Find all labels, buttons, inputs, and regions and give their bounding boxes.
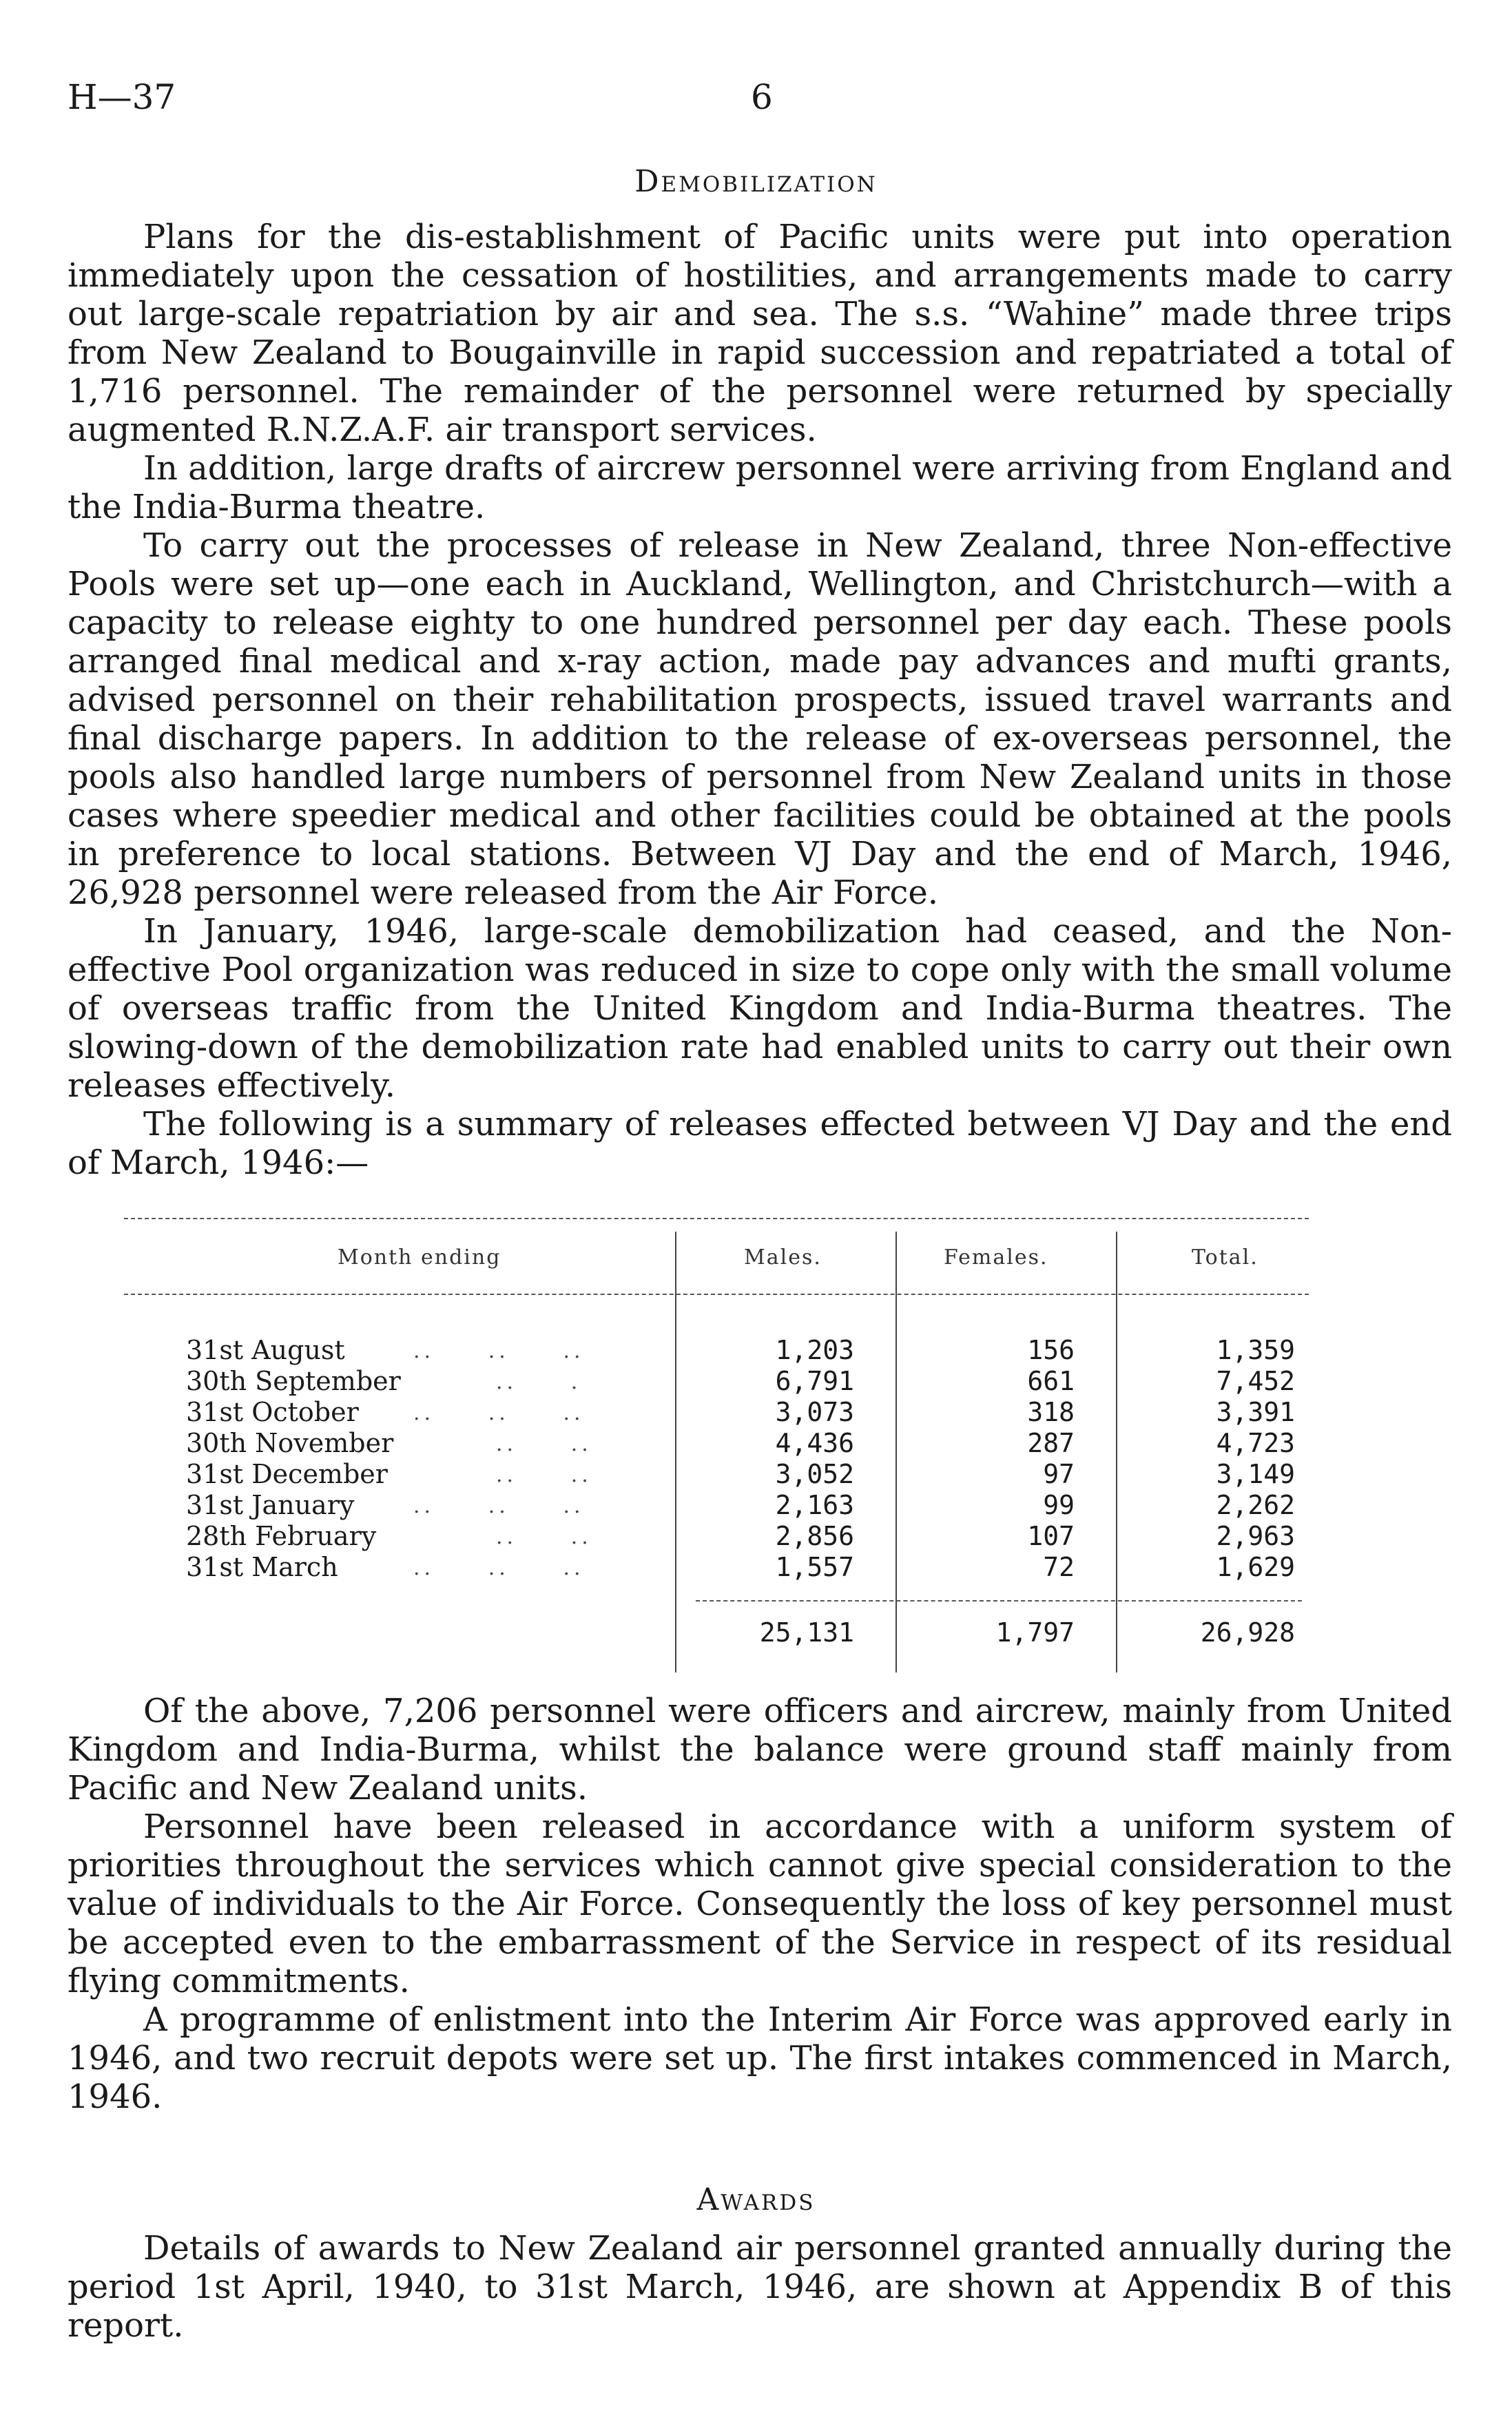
row-month: 31st October: [186, 1397, 359, 1427]
paragraph: Details of awards to New Zealand air personnel granted annually during the period 1st April, 1940, to 31st March, 1946, are shown at Appendix B of this report.: [68, 2229, 1452, 2345]
paragraph: In January, 1946, large-scale demobilization had ceased, and the Non-effective Pool organization was reduced in size to cope only with the small volume of overseas traffic from the United Kingdom and India-Burma theatres. The slowing-down of the demobilization rate had enabled units to carry out their own releases effectively.: [68, 912, 1452, 1105]
table-top-rule: [124, 1218, 1309, 1219]
row-females: 107: [1027, 1521, 1075, 1551]
paragraph: Plans for the dis-establishment of Pacific units were put into operation immediately upon the cessation of hostilities, and arrangements made to carry out large-scale repatriation by air and sea. The s.s. “Wahine” made three trips from New Zealand to Bougainville in rapid succession and repatriated a total of 1,716 personnel. The remainder of the personnel were returned by specially augmented R.N.Z.A.F. air transport services.: [68, 218, 1452, 449]
row-males: 6,791: [775, 1366, 854, 1396]
total-males: 25,131: [759, 1617, 854, 1648]
column-header-females: Females.: [944, 1245, 1048, 1270]
leader-dots: .. ..: [496, 1463, 592, 1487]
row-total: 2,262: [1216, 1490, 1295, 1520]
paragraph: To carry out the processes of release in New Zealand, three Non-effective Pools were set up—one each in Auckland, Wellington, and Christchurch—with a capacity to release eighty to one hundred personnel per day each. These pools arranged final medical and x-ray action, made pay advances and mufti grants, advised personnel on their rehabilitation prospects, issued travel warrants and final discharge papers. In addition to the release of ex-overseas personnel, the pools also handled large numbers of personnel from New Zealand units in those cases where speedier medical and other facilities could be obtained at the pools in preference to local stations. Between VJ Day and the end of March, 1946, 26,928 personnel were released from the Air Force.: [68, 526, 1452, 912]
row-month: 31st August: [186, 1335, 345, 1365]
column-divider: [895, 1232, 897, 1672]
paragraph: Personnel have been released in accordance with a uniform system of priorities throughout the services which cannot give special consideration to the value of individuals to the Air Force. Consequently the loss of key personnel must be accepted even to the embarrassment of the Service in respect of its residual flying commitments.: [68, 1807, 1452, 2000]
after-table-body: [68, 1692, 1452, 2116]
row-males: 3,052: [775, 1459, 854, 1489]
row-total: 7,452: [1216, 1366, 1295, 1396]
releases-table: [124, 1218, 1419, 1686]
row-males: 3,073: [775, 1397, 854, 1427]
column-header-month: Month ending: [338, 1245, 501, 1270]
row-month: 30th September: [186, 1366, 401, 1396]
paragraph: Of the above, 7,206 personnel were officers and aircrew, mainly from United Kingdom and India-Burma, whilst the balance were ground staff mainly from Pacific and New Zealand units.: [68, 1692, 1452, 1807]
row-total: 3,391: [1216, 1397, 1295, 1427]
leader-dots: .. .. ..: [413, 1339, 585, 1363]
row-month: 31st January: [186, 1490, 355, 1520]
awards-body: [68, 2229, 1452, 2345]
row-total: 1,359: [1216, 1335, 1295, 1365]
leader-dots: .. .: [496, 1370, 582, 1394]
row-total: 3,149: [1216, 1459, 1295, 1489]
paragraph: A programme of enlistment into the Interim Air Force was approved early in 1946, and two recruit depots were set up. The first intakes commenced in March, 1946.: [68, 2000, 1452, 2116]
column-divider: [675, 1232, 676, 1672]
row-females: 156: [1027, 1335, 1075, 1365]
row-females: 318: [1027, 1397, 1075, 1427]
awards-heading: Awards: [696, 2182, 816, 2217]
demobilization-heading: Demobilization: [634, 164, 878, 199]
row-females: 97: [1043, 1459, 1075, 1489]
column-header-males: Males.: [744, 1245, 822, 1270]
row-females: 287: [1027, 1428, 1075, 1458]
row-females: 99: [1043, 1490, 1075, 1520]
row-males: 2,163: [775, 1490, 854, 1520]
row-month: 30th November: [186, 1428, 394, 1458]
row-total: 1,629: [1216, 1552, 1295, 1582]
row-total: 4,723: [1216, 1428, 1295, 1458]
paragraph: In addition, large drafts of aircrew personnel were arriving from England and the India-Burma theatre.: [68, 449, 1452, 526]
column-divider: [1116, 1232, 1117, 1672]
paragraph: The following is a summary of releases effected between VJ Day and the end of March, 1946:—: [68, 1105, 1452, 1182]
leader-dots: .. .. ..: [413, 1556, 585, 1580]
row-females: 661: [1027, 1366, 1075, 1396]
leader-dots: .. ..: [496, 1432, 592, 1456]
row-month: 31st March: [186, 1552, 338, 1582]
row-males: 4,436: [775, 1428, 854, 1458]
totals-rule: [696, 1600, 1302, 1602]
leader-dots: .. .. ..: [413, 1494, 585, 1518]
row-males: 2,856: [775, 1521, 854, 1551]
row-males: 1,557: [775, 1552, 854, 1582]
document-reference: H—37: [68, 77, 176, 117]
row-month: 31st December: [186, 1459, 388, 1489]
row-females: 72: [1043, 1552, 1075, 1582]
row-month: 28th February: [186, 1521, 377, 1551]
row-total: 2,963: [1216, 1521, 1295, 1551]
leader-dots: .. ..: [496, 1525, 592, 1549]
page-number: 6: [751, 77, 773, 117]
total-total: 26,928: [1200, 1617, 1295, 1648]
demobilization-body: [68, 218, 1452, 1182]
leader-dots: .. .. ..: [413, 1401, 585, 1425]
total-females: 1,797: [995, 1617, 1075, 1648]
row-males: 1,203: [775, 1335, 854, 1365]
header-bottom-rule: [124, 1294, 1309, 1295]
column-header-total: Total.: [1192, 1245, 1259, 1270]
